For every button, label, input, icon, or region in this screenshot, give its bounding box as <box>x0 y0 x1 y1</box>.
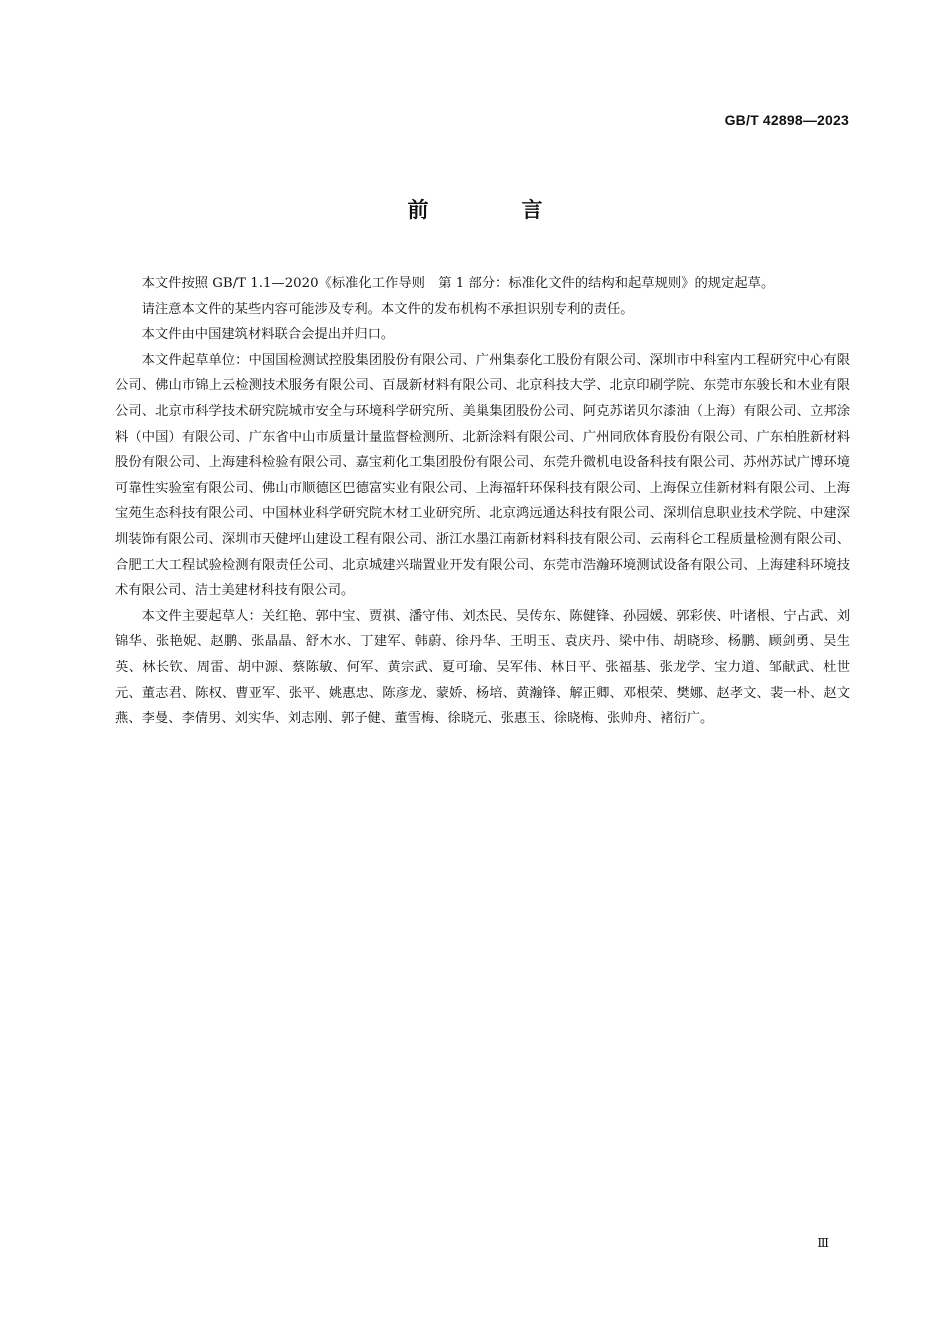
paragraph-proposer: 本文件由中国建筑材料联合会提出并归口。 <box>141 327 395 343</box>
paragraph-patent-notice: 请注意本文件的某些内容可能涉及专利。本文件的发布机构不承担识别专利的责任。 <box>141 301 634 317</box>
document-body <box>115 271 850 732</box>
standard-code: GB/T 42898—2023 <box>724 112 849 128</box>
page-title: 前 言 <box>407 198 579 222</box>
paragraph-drafting-rules: 本文件按照 GB/T 1.1—2020《标准化工作导则 第 1 部分：标准化文件的结构和起草规则》的规定起草。 <box>141 276 775 291</box>
paragraph-drafters: 本文件主要起草人：关红艳、郭中宝、贾祺、潘守伟、刘杰民、吴传东、陈健锋、孙园媛、郭彩侠、叶诸根、宁占武、刘锦华、张艳妮、赵鹏、张晶晶、舒木水、丁建军、韩蔚、徐丹华、王明玉、袁庆丹、梁中伟、胡晓珍、杨鹏、顾剑勇、吴生英、林长钦、周雷、胡中源、蔡陈敏、何军、黄宗武、夏可瑜、吴军伟、林日平、张福基、张龙学、宝力道、邹献武、杜世元、董志君、陈权、曹亚军、张平、姚惠忠、陈彦龙、蒙娇、杨培、黄瀚锋、解正卿、邓根荣、樊娜、赵孝文、裴一朴、赵文燕、李曼、李倩男、刘实华、刘志刚、郭子健、董雪梅、徐晓元、张惠玉、徐晓梅、张帅舟、褚衍广。 <box>115 608 850 727</box>
paragraph-drafting-units: 本文件起草单位：中国国检测试控股集团股份有限公司、广州集泰化工股份有限公司、深圳市中科室内工程研究中心有限公司、佛山市锦上云检测技术服务有限公司、百晟新材料有限公司、北京科技大学、北京印刷学院、东莞市东骏长和木业有限公司、北京市科学技术研究院城市安全与环境科学研究所、美巢集团股份公司、阿克苏诺贝尔漆油（上海）有限公司、立邦涂料（中国）有限公司、广东省中山市质量计量监督检测所、北新涂料有限公司、广州同欣体育股份有限公司、广东柏胜新材料股份有限公司、上海建科检验有限公司、嘉宝莉化工集团股份有限公司、东莞升微机电设备科技有限公司、苏州苏试广博环境可靠性实验室有限公司、佛山市顺德区巴德富实业有限公司、上海福轩环保科技有限公司、上海保立佳新材料有限公司、上海宝苑生态科技有限公司、中国林业科学研究院木材工业研究所、北京鸿远通达科技有限公司、深圳信息职业技术学院、中建深圳装饰有限公司、深圳市天健坪山建设工程有限公司、浙江水墨江南新材料科技有限公司、云南科仑工程质量检测有限公司、合肥工大工程试验检测有限责任公司、北京城建兴瑞置业开发有限公司、东莞市浩瀚环境测试设备有限公司、上海建科环境技术有限公司、洁士美建材科技有限公司。 <box>115 352 850 599</box>
page-number: Ⅲ <box>817 1236 829 1250</box>
